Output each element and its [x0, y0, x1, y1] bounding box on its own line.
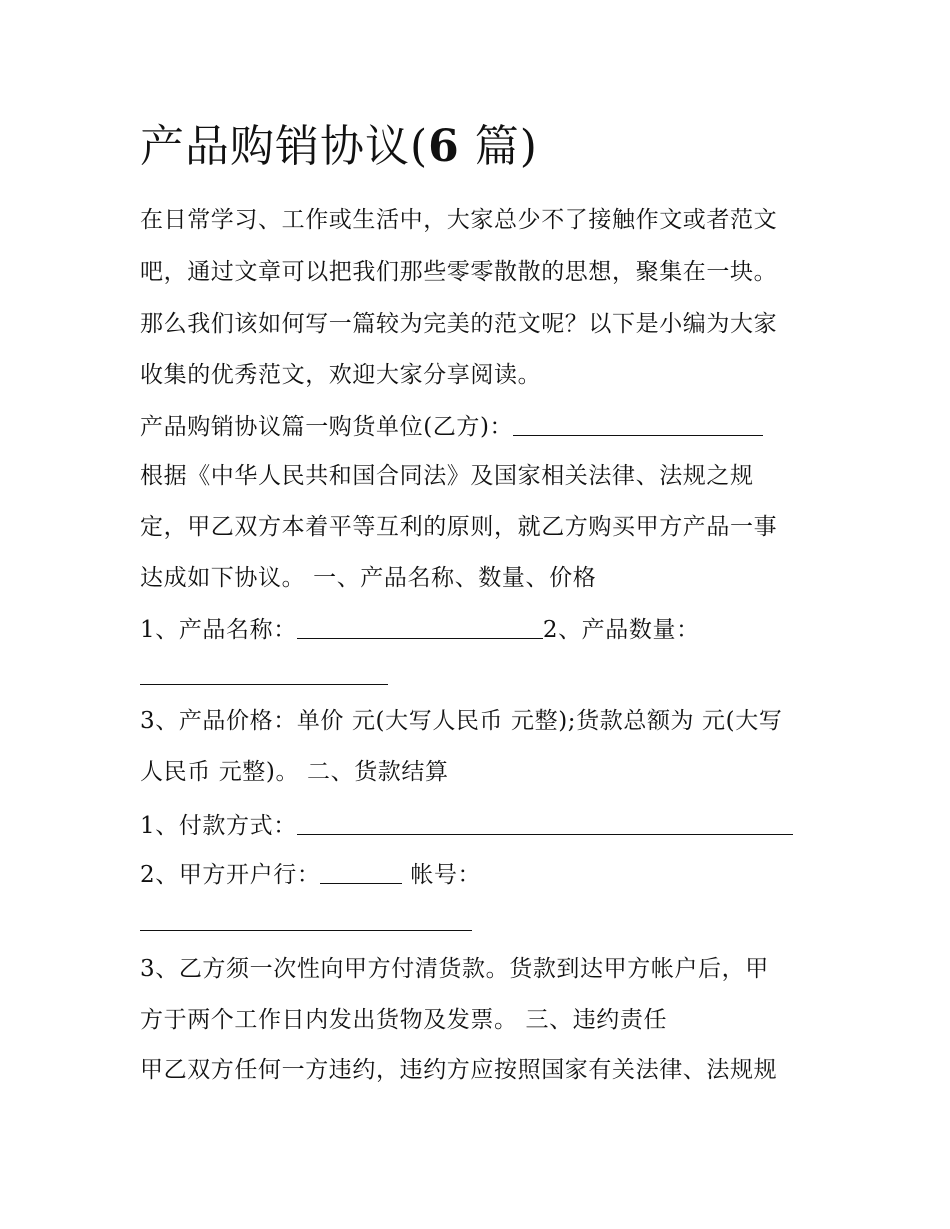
- bank-line: [140, 859, 481, 890]
- payment-method-blank: [297, 812, 793, 835]
- buyer-label: 产品购销协议篇一购货单位(乙方)：: [140, 414, 514, 440]
- product-line: [140, 614, 700, 645]
- basis-line-2: 定，甲乙双方本着平等互利的原则，就乙方购买甲方产品一事: [140, 514, 778, 540]
- payment-method-label: 1、付款方式：: [140, 813, 297, 839]
- price-line-1: 3、产品价格：单价 元(大写人民币 元整);货款总额为 元(大写: [140, 708, 783, 734]
- basis-line-1: 根据《中华人民共和国合同法》及国家相关法律、法规之规: [140, 463, 754, 489]
- intro-line-2: 吧，通过文章可以把我们那些零零散散的思想，聚集在一块。: [140, 259, 778, 285]
- intro-line-1: 在日常学习、工作或生活中，大家总少不了接触作文或者范文: [140, 207, 778, 233]
- settlement-line-1: 3、乙方须一次性向甲方付清货款。货款到达甲方帐户后，甲: [140, 956, 769, 982]
- title-number: 6: [428, 121, 460, 172]
- bank-label: 2、甲方开户行：: [140, 862, 321, 888]
- product-qty-blank: [140, 684, 388, 685]
- buyer-blank: [513, 413, 763, 436]
- product-qty-label: 2、产品数量：: [542, 617, 700, 643]
- document-title: [140, 118, 538, 176]
- settlement-line-2: 方于两个工作日内发出货物及发票。 三、违约责任: [140, 1007, 668, 1033]
- product-name-label: 1、产品名称：: [140, 617, 297, 643]
- basis-line-3: 达成如下协议。 一、产品名称、数量、价格: [140, 565, 597, 591]
- settlement-line-3: 甲乙双方任何一方违约，违约方应按照国家有关法律、法规规: [140, 1057, 778, 1083]
- payment-method-line: [140, 810, 793, 841]
- intro-line-3: 那么我们该如何写一篇较为完美的范文呢？以下是小编为大家: [140, 311, 778, 337]
- bank-blank: [320, 861, 402, 884]
- title-end: 篇): [459, 121, 538, 172]
- account-label: 帐号：: [410, 862, 482, 888]
- product-name-blank: [297, 616, 543, 639]
- buyer-line: [140, 411, 763, 442]
- price-line-2: 人民币 元整)。 二、货款结算: [140, 759, 449, 785]
- account-blank: [140, 930, 472, 931]
- title-main: 产品购销协议(: [140, 121, 429, 172]
- intro-line-4: 收集的优秀范文，欢迎大家分享阅读。: [140, 362, 542, 388]
